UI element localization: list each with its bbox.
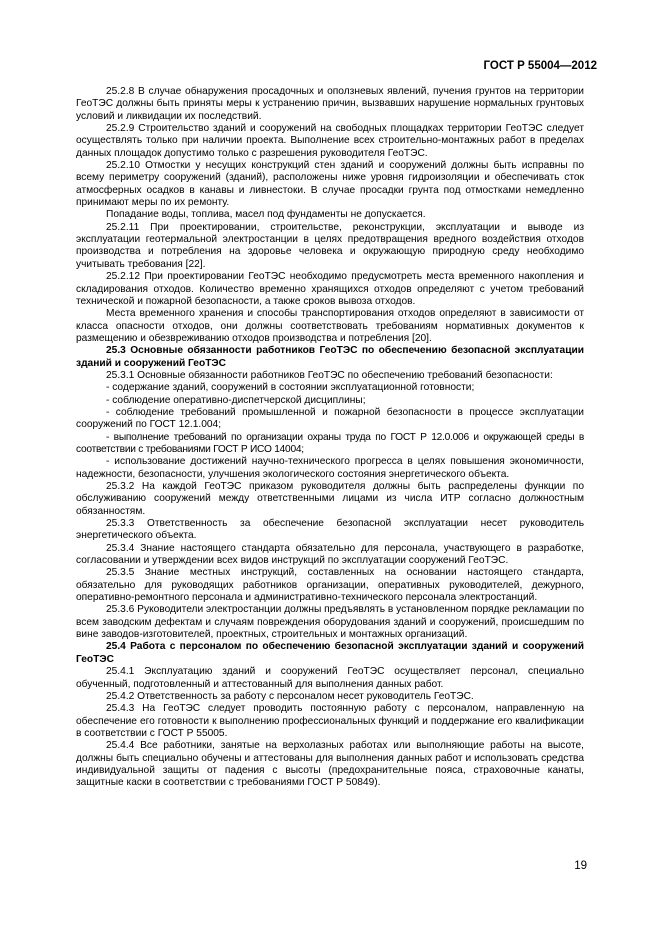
paragraph-25-4-3: 25.4.3 На ГеоТЭС следует проводить постоянную работу с персоналом, направленную на обеспечение его готовности к выполнению профессиональных функций и поддержание его квалификации в соответствии с ГОСТ Р 55005. — [76, 703, 584, 739]
page-number: 19 — [574, 860, 587, 872]
paragraph-25-2-10: 25.2.10 Отмостки у несущих конструкций стен зданий и сооружений должны быть исправны по всему периметру сооружений (зданий), расположены ниже уровня гидроизоляции и обеспечивать сток атмосферных осадков в канавы и ливнестоки. В случае просадки грунта под отмостками немедленно принимают меры по их ремонту. — [76, 160, 584, 209]
section-heading-25-4: 25.4 Работа с персоналом по обеспечению безопасной эксплуатации зданий и сооружений ГеоТЭС — [76, 641, 584, 665]
paragraph-25-2-8: 25.2.8 В случае обнаружения просадочных и оползневых явлений, пучения грунтов на территории ГеоТЭС должны быть приняты меры к устранению причин, вызвавших нарушение нормальных грунтовых условий и ликвидации их последствий. — [76, 86, 584, 122]
paragraph-25-2-12: 25.2.12 При проектировании ГеоТЭС необходимо предусмотреть места временного накопления и складирования отходов. Количество временно хранящихся отходов определяют с учетом требований технической и пожарной безопасности, а также сроков вывоза отходов. — [76, 271, 584, 307]
list-item: - содержание зданий, сооружений в состоянии эксплуатационной готовности; — [106, 382, 475, 394]
list-item: - использование достижений научно-технического прогресса в целях повышения экономичности, надежности, безопасности, улучшения экологического состояния энергетического объекта. — [76, 456, 584, 480]
paragraph-25-4-4: 25.4.4 Все работники, занятые на верхолазных работах или выполняющие работы на высоте, должны быть специально обучены и аттестованы для выполнения данных работ и использовать средства индивидуальной защиты от падения с высоты (предохранительные пояса, страховочные канаты, защитные каски в соответствии с требованиями ГОСТ Р 50849). — [76, 740, 584, 789]
section-heading-25-3: 25.3 Основные обязанности работников ГеоТЭС по обеспечению безопасной эксплуатации зданий и сооружений ГеоТЭС — [76, 345, 584, 369]
paragraph-25-3-4: 25.3.4 Знание настоящего стандарта обязательно для персонала, участвующего в разработке, согласовании и утверждении всех видов инструкций по эксплуатации сооружений ГеоТЭС. — [76, 542, 584, 567]
paragraph-water-note: Попадание воды, топлива, масел под фундаменты не допускается. — [106, 209, 426, 221]
document-body — [76, 86, 584, 790]
paragraph-waste-storage: Места временного хранения и способы транспортирования отходов определяют в зависимости от класса опасности отходов, они должны соответствовать требованиям нормативных документов к размещению и обезвреживанию отходов производства и потребления [20]. — [76, 308, 584, 344]
paragraph-25-3-1: 25.3.1 Основные обязанности работников ГеоТЭС по обеспечению требований безопасности: — [106, 369, 553, 381]
list-item: - соблюдение требований промышленной и пожарной безопасности в процессе эксплуатации сооружений по ГОСТ 12.1.004; — [76, 406, 584, 431]
paragraph-25-3-5: 25.3.5 Знание местных инструкций, составленных на основании настоящего стандарта, обязательно для руководящих работников организации, оперативных руководителей, дежурного, оперативно-ремонтного персонала и административно-технического персонала электростанций. — [76, 567, 584, 604]
list-item: - выполнение требований по организации охраны труда по ГОСТ Р 12.0.006 и окружающей среды в соответствии с требованиями ГОСТ Р ИСО 14004; — [76, 431, 584, 455]
paragraph-25-3-3: 25.3.3 Ответственность за обеспечение безопасной эксплуатации несет руководитель энергетического объекта. — [76, 518, 584, 542]
paragraph-25-3-2: 25.3.2 На каждой ГеоТЭС приказом руководителя должны быть распределены функции по обслуживанию сооружений между ответственными лицами из числа ИТР согласно должностным обязанностям. — [76, 481, 584, 517]
paragraph-25-3-6: 25.3.6 Руководители электростанции должны предъявлять в установленном порядке рекламации по всем заводским дефектам и случаям повреждения оборудования зданий и сооружений, происшедшим по вине заводов-изготовителей, проектных, строительных и монтажных организаций. — [76, 604, 584, 641]
paragraph-25-2-11: 25.2.11 При проектировании, строительстве, реконструкции, эксплуатации и выводе из эксплуатации геотермальной электростанции в целях предотвращения вредного воздействия отходов производства и потребления на здоровье человека и окружающую природную среду необходимо учитывать требования [22]. — [76, 221, 584, 270]
paragraph-25-4-1: 25.4.1 Эксплуатацию зданий и сооружений ГеоТЭС осуществляет персонал, специально обученный, подготовленный и аттестованный для выполнения данных работ. — [76, 666, 584, 690]
list-item: - соблюдение оперативно-диспетчерской дисциплины; — [106, 394, 366, 406]
paragraph-25-4-2: 25.4.2 Ответственность за работу с персоналом несет руководитель ГеоТЭС. — [106, 690, 474, 702]
paragraph-25-2-9: 25.2.9 Строительство зданий и сооружений на свободных площадках территории ГеоТЭС следует осуществлять только при наличии проекта. Выполнение всех строительно-монтажных работ в пределах данных площадок допустимо только с разрешения руководителя ГеоТЭС. — [76, 123, 584, 159]
document-id-header: ГОСТ Р 55004—2012 — [483, 60, 597, 72]
